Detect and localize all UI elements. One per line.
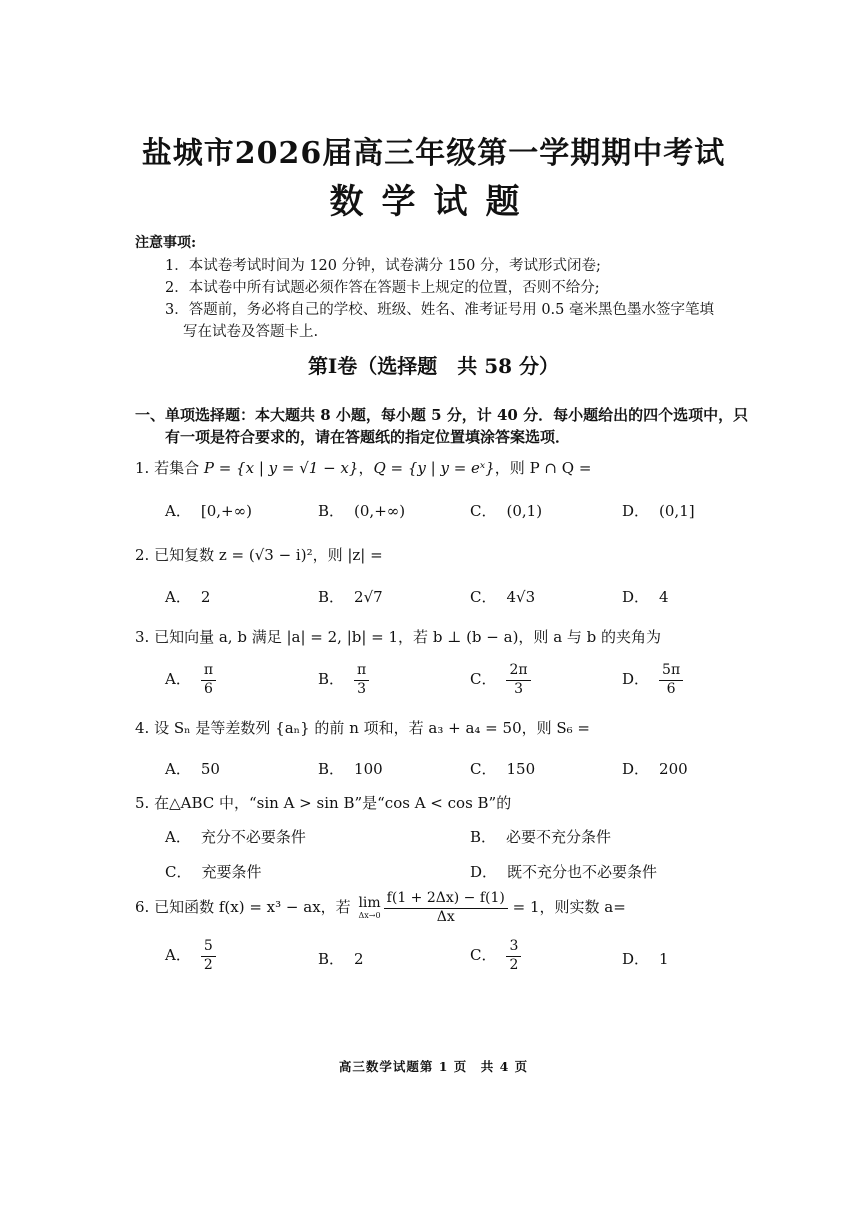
- q6-option-d-text: 1: [659, 950, 669, 968]
- q5-option-a-letter: A．: [165, 828, 191, 846]
- q3-option-a-numerator: π: [201, 662, 216, 681]
- q1-option-b[interactable]: [318, 500, 405, 521]
- q3-option-d-denominator: 6: [666, 680, 676, 697]
- q1-option-c-letter: C．: [470, 502, 497, 520]
- q5-option-c[interactable]: [165, 861, 262, 882]
- q4-option-a[interactable]: [165, 758, 220, 779]
- q2-option-b[interactable]: [318, 586, 383, 607]
- q4-option-d-text: 200: [659, 760, 688, 778]
- question-4: 4. 设 Sₙ 是等差数列 {aₙ} 的前 n 项和，若 a₃ + a₄ = 50，则 S₆ =: [135, 719, 591, 737]
- part1-instructions-line2: 有一项是符合要求的，请在答题纸的指定位置填涂答案选项．: [165, 428, 571, 446]
- q3-option-a-letter: A．: [165, 670, 191, 688]
- q6-limit: [358, 896, 380, 920]
- q4-option-d[interactable]: [622, 758, 688, 779]
- q1-option-b-letter: B．: [318, 502, 345, 520]
- exam-title: 盐城市2026届高三年级第一学期期中考试: [141, 136, 726, 171]
- q1-prefix: 1. 若集合: [135, 459, 204, 477]
- q5-option-d-letter: D．: [470, 863, 498, 881]
- q4-option-c[interactable]: [470, 758, 535, 779]
- q4-option-a-text: 50: [200, 760, 220, 778]
- q6-option-b-text: 2: [354, 950, 364, 968]
- q6-option-a[interactable]: [165, 938, 216, 974]
- q1-tail: ，则 P ∩ Q =: [494, 459, 592, 477]
- q4-option-d-letter: D．: [622, 760, 650, 778]
- q6-option-c-numerator: 3: [506, 938, 521, 957]
- q1-option-c-text: (0,1): [506, 502, 543, 520]
- subject-title: 数学试题: [329, 182, 538, 222]
- question-5: 5. 在△ABC 中，“sin A > sin B”是“cos A < cos B”的: [135, 794, 512, 812]
- q2-option-c-text: 4√3: [506, 588, 536, 606]
- q3-option-d-numerator: 5π: [659, 662, 683, 681]
- q1-option-b-text: (0,+∞): [354, 502, 406, 520]
- q1-set-q: Q = {y | y = eˣ}: [373, 459, 495, 477]
- q3-option-d[interactable]: [622, 662, 683, 698]
- notice-item-1: 1．本试卷考试时间为 120 分钟，试卷满分 150 分，考试形式闭卷;: [165, 258, 601, 274]
- q3-option-b-letter: B．: [318, 670, 345, 688]
- notice-item-3: 3．答题前，务必将自己的学校、班级、姓名、准考证号用 0.5 毫米黑色墨水签字笔填: [165, 302, 715, 318]
- q3-option-d-letter: D．: [622, 670, 650, 688]
- q1-option-a[interactable]: [165, 500, 252, 521]
- q4-option-b[interactable]: [318, 758, 383, 779]
- notice-item-3-cont: 写在试卷及答题卡上.: [183, 324, 319, 340]
- q1-option-d[interactable]: [622, 500, 695, 521]
- q4-option-c-letter: C．: [470, 760, 497, 778]
- q5-option-c-letter: C．: [165, 863, 192, 881]
- q4-option-c-text: 150: [506, 760, 536, 778]
- q6-option-a-letter: A．: [165, 946, 191, 964]
- q5-option-a[interactable]: [165, 826, 306, 847]
- question-2: 2. 已知复数 z = (√3 − i)²，则 |z| =: [135, 546, 383, 564]
- q6-option-c-letter: C．: [470, 946, 497, 964]
- q4-option-a-letter: A．: [165, 760, 191, 778]
- q3-option-b-numerator: π: [354, 662, 369, 681]
- q2-option-b-text: 2√7: [354, 588, 383, 606]
- q5-option-a-text: 充分不必要条件: [200, 828, 306, 846]
- notice-heading: 注意事项:: [135, 235, 197, 251]
- q2-option-d[interactable]: [622, 586, 669, 607]
- q3-option-a[interactable]: [165, 662, 216, 698]
- q6-option-b-letter: B．: [318, 950, 345, 968]
- q6-option-c-fraction: [506, 938, 521, 974]
- question-3: 3. 已知向量 a, b 满足 |a| = 2, |b| = 1，若 b ⊥ (b − a)，则 a 与 b 的夹角为: [135, 628, 662, 646]
- q6-lim-sub: Δx→0: [358, 911, 381, 920]
- q3-option-b[interactable]: [318, 662, 369, 698]
- q5-option-b-text: 必要不充分条件: [506, 828, 612, 846]
- notice-item-2: 2．本试卷中所有试题必须作答在答题卡上规定的位置，否则不给分;: [165, 280, 600, 296]
- q6-option-c[interactable]: [470, 938, 521, 974]
- q3-option-a-fraction: [201, 662, 216, 698]
- q6-fraction: [384, 890, 508, 926]
- question-6: [135, 890, 626, 926]
- q3-option-c-numerator: 2π: [506, 662, 530, 681]
- q1-set-p: P = {x | y = √1 − x}: [203, 459, 359, 477]
- q3-option-c-denominator: 3: [514, 680, 523, 697]
- q5-option-d[interactable]: [470, 861, 657, 882]
- q5-option-d-text: 既不充分也不必要条件: [507, 863, 658, 881]
- q5-option-b[interactable]: [470, 826, 611, 847]
- q2-option-a-letter: A．: [165, 588, 191, 606]
- q6-stem-a: 6. 已知函数 f(x) = x³ − ax，若: [135, 898, 351, 916]
- q6-option-a-numerator: 5: [201, 938, 216, 957]
- page-footer: 高三数学试题第 1 页 共 4 页: [338, 1059, 529, 1074]
- q6-fraction-denominator: Δx: [436, 908, 455, 925]
- q3-option-b-denominator: 3: [357, 680, 367, 697]
- q2-option-a[interactable]: [165, 586, 210, 607]
- q1-option-d-letter: D．: [622, 502, 650, 520]
- question-1: 1. 若集合 P = {x | y = √1 − x}，Q = {y | y = eˣ}，则 P ∩ Q =: [135, 459, 592, 477]
- q2-option-d-text: 4: [659, 588, 669, 606]
- q6-option-d-letter: D．: [622, 950, 650, 968]
- q2-option-b-letter: B．: [318, 588, 345, 606]
- q6-fraction-numerator: f(1 + 2Δx) − f(1): [384, 890, 508, 909]
- q3-option-b-fraction: [354, 662, 369, 698]
- q2-option-c-letter: C．: [470, 588, 497, 606]
- q6-option-a-fraction: [201, 938, 216, 974]
- q5-option-c-text: 充要条件: [201, 863, 262, 881]
- q5-option-b-letter: B．: [470, 828, 497, 846]
- q3-option-a-denominator: 6: [203, 680, 213, 697]
- q2-option-a-text: 2: [200, 588, 211, 606]
- q2-option-c[interactable]: [470, 586, 535, 607]
- q6-stem-b: = 1，则实数 a=: [512, 898, 626, 916]
- q1-option-c[interactable]: [470, 500, 542, 521]
- q1-option-a-text: [0,+∞): [200, 502, 252, 520]
- q6-option-c-denominator: 2: [509, 956, 519, 973]
- q3-option-c-fraction: [506, 662, 530, 698]
- q4-option-b-text: 100: [354, 760, 383, 778]
- q1-option-d-text: (0,1]: [659, 502, 695, 520]
- q6-lim-word: lim: [358, 895, 381, 911]
- q3-option-c[interactable]: [470, 662, 531, 698]
- section-title: 第Ⅰ卷（选择题 共 58 分）: [307, 354, 560, 378]
- part1-instructions-line1: 一、单项选择题：本大题共 8 小题，每小题 5 分，计 40 分．每小题给出的四个选项中，只: [135, 406, 749, 424]
- q1-option-a-letter: A．: [165, 502, 191, 520]
- q4-option-b-letter: B．: [318, 760, 345, 778]
- q6-option-b[interactable]: [318, 948, 364, 969]
- q3-option-d-fraction: [659, 662, 683, 698]
- q6-option-a-denominator: 2: [203, 956, 213, 973]
- q3-option-c-letter: C．: [470, 670, 497, 688]
- q2-option-d-letter: D．: [622, 588, 650, 606]
- q6-option-d[interactable]: [622, 948, 669, 969]
